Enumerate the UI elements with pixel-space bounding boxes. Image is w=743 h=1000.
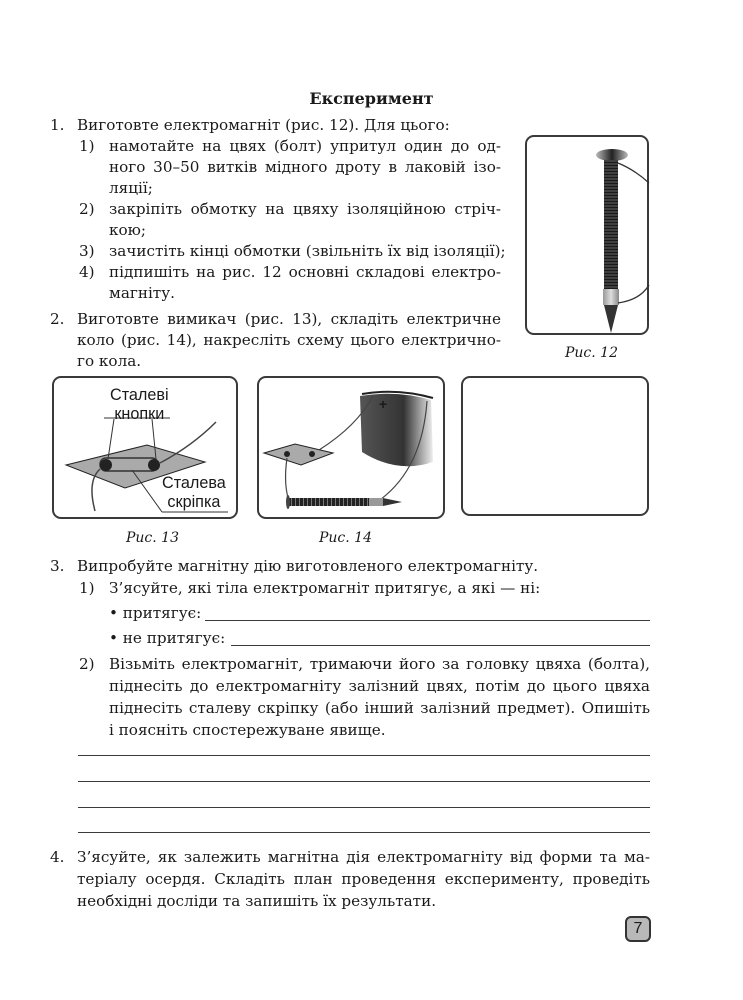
answer-line-attracts[interactable] [205,620,650,621]
step-text: зачистіть кінці обмотки (звільніть їх від ізоляції); [109,242,506,260]
electromagnet-nail-illustration [525,135,649,335]
label-steel-clip: скріпка [167,493,221,511]
step-text: ного 30–50 витків мідного дроту в лаковій ізо- [109,158,501,176]
step-number: 2) [79,655,95,673]
task-number: 3. [50,557,65,575]
step-text: магніту. [109,284,175,302]
page-number-badge: 7 [625,916,651,942]
task-number: 4. [50,848,65,866]
figure-13-caption: Рис. 13 [126,530,179,546]
step-number: 3) [79,242,95,260]
step-text: ляції; [109,179,153,197]
task-text: коло (рис. 14), накресліть схему цього електрично- [77,331,501,349]
figure-13-frame [52,376,238,519]
step-number: 1) [79,137,95,155]
task-intro: Виготовте електромагніт (рис. 12). Для цього: [77,116,450,134]
step-text: кою; [109,221,146,239]
section-heading: Експеримент [309,89,434,108]
task-text: Виготовте вимикач (рис. 13), складіть електричне [77,310,501,328]
label-steel-clip: Сталева [162,474,226,492]
step-text: закріпіть обмотку на цвяху ізоляційною стріч- [109,200,501,218]
step-text: З’ясуйте, які тіла електромагніт притягує, а які — ні: [109,579,541,597]
drawing-area-frame[interactable] [461,376,649,516]
circuit-illustration [257,376,445,519]
figure-14-caption: Рис. 14 [319,530,372,546]
task-text: го кола. [77,352,142,370]
step-text: і поясніть спостережуване явище. [109,721,386,739]
step-number: 4) [79,263,95,281]
label-steel-pins: Сталеві [110,386,169,404]
bullet-label-not-attracts: • не притягує: [109,629,226,647]
step-text: піднесіть сталеву скріпку (або інший залізний предмет). Опишіть [109,699,650,717]
bullet-label-attracts: • притягує: [109,604,202,622]
step-number: 2) [79,200,95,218]
task-intro: Випробуйте магнітну дію виготовленого електромагніту. [77,557,539,575]
step-text: Візьміть електромагніт, тримаючи його за головку цвяха (болта), [109,655,650,673]
task-text: З’ясуйте, як залежить магнітна дія електромагніту від форми та ма- [77,848,650,866]
label-steel-pins: кнопки [114,405,165,423]
step-text: намотайте на цвях (болт) упритул один до од- [109,137,501,155]
answer-line[interactable] [78,807,650,808]
figure-12-caption: Рис. 12 [565,345,618,361]
answer-line[interactable] [78,832,650,833]
step-number: 1) [79,579,95,597]
task-number: 2. [50,310,65,328]
figure-12-frame [525,135,649,335]
figure-14-frame [257,376,445,519]
step-text: підпишіть на рис. 12 основні складові електро- [109,263,501,281]
task-number: 1. [50,116,65,134]
answer-line[interactable] [78,781,650,782]
answer-line-not-attracts[interactable] [231,645,650,646]
step-text: піднесіть до електромагніту залізний цвях, потім до цього цвяха [109,677,650,695]
task-text: теріалу осердя. Складіть план проведення експерименту, проведіть [77,870,650,888]
task-text: необхідні досліди та запишіть їх результати. [77,892,437,910]
battery-positive-sign: + [379,396,388,412]
answer-line[interactable] [78,755,650,756]
